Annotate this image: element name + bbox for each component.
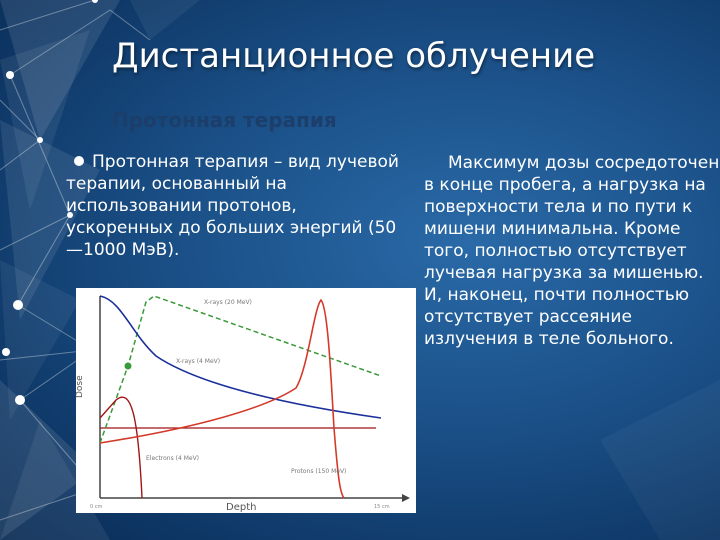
slide-title: Дистанционное облучение: [112, 36, 596, 76]
x-axis-label: Depth: [226, 502, 257, 513]
depth-dose-figure: [76, 288, 416, 513]
label-protons: Protons (150 MeV): [291, 468, 347, 475]
depth-dose-svg: [76, 288, 416, 513]
label-x-end: 15 cm: [374, 504, 390, 510]
left-paragraph: Протонная терапия – вид лучевой терапии, основанный на использовании протонов, ускоренных до больших энергий (50—1000 МэВ).: [66, 152, 399, 260]
right-paragraph: Максимум дозы сосредоточен в конце пробега, а нагрузка на поверхности тела и по пути к мишени минимальна. Кроме того, полностью отсутствует лучевая нагрузка за мишенью. И, наконец, почти полностью отсутствует рассеяние излучения в теле больного.: [424, 153, 720, 349]
y-axis-label: Dose: [76, 375, 85, 398]
figure-background: [76, 288, 416, 513]
label-x-start: 0 cm: [90, 504, 103, 510]
right-text-block: [424, 152, 720, 350]
curve-point: [125, 363, 132, 370]
label-xray-4mev: X-rays (4 MeV): [176, 358, 221, 365]
slide-subtitle: Протонная терапия: [112, 108, 337, 132]
left-text-block: [66, 151, 406, 261]
label-electrons: Electrons (4 MeV): [146, 455, 200, 462]
bullet-icon: [74, 156, 84, 166]
label-xray-20mev: X-rays (20 MeV): [204, 299, 252, 306]
